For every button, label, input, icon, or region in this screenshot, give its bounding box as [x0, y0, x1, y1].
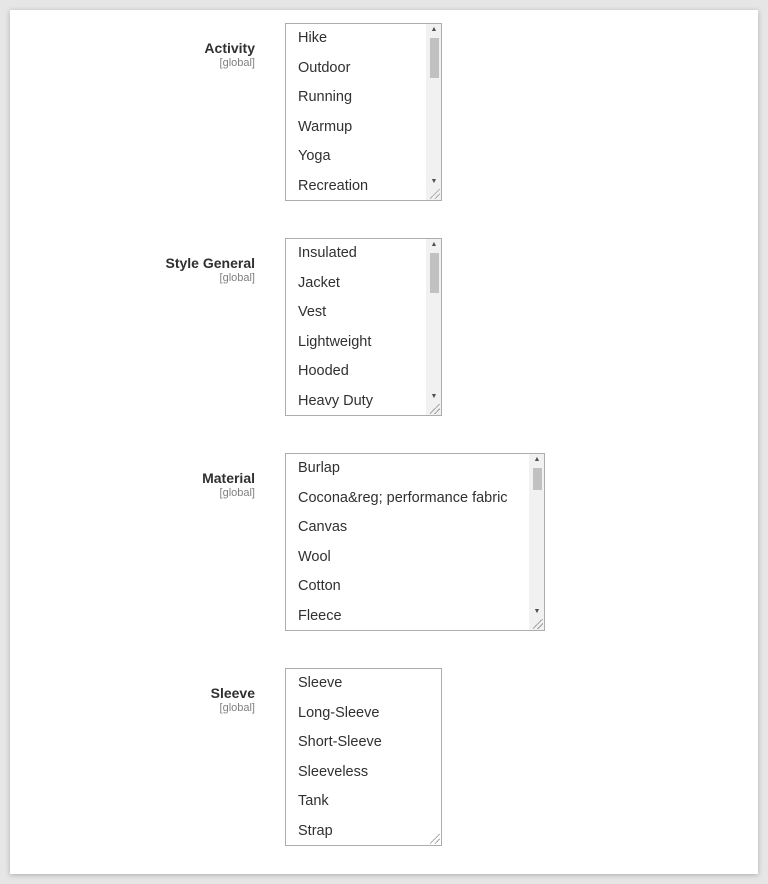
option[interactable]: Wool — [298, 549, 331, 565]
options-list — [286, 239, 425, 415]
option[interactable]: Jacket — [298, 275, 340, 291]
resize-handle-icon[interactable] — [430, 834, 440, 844]
option[interactable]: Running — [298, 89, 353, 105]
option[interactable]: Long-Sleeve — [298, 705, 380, 721]
resize-handle-icon[interactable] — [430, 189, 440, 199]
field-label: Style General — [165, 255, 255, 271]
field-label-group — [10, 255, 255, 285]
option[interactable]: Sleeveless — [298, 764, 369, 780]
options-list — [286, 24, 425, 200]
scope-label: [global] — [219, 57, 255, 69]
scope-label: [global] — [219, 272, 255, 284]
option[interactable]: Hike — [298, 30, 328, 46]
scrollbar-thumb[interactable] — [430, 253, 439, 293]
scrollbar[interactable] — [426, 239, 441, 415]
scroll-up-icon[interactable]: ▲ — [533, 456, 541, 463]
scroll-down-icon[interactable]: ▼ — [533, 608, 541, 615]
scroll-down-icon[interactable]: ▼ — [430, 178, 438, 185]
option[interactable]: Lightweight — [298, 334, 372, 350]
field-label-group — [10, 685, 255, 715]
scrollbar-thumb[interactable] — [533, 468, 542, 490]
style-general-multiselect[interactable] — [285, 238, 442, 416]
option[interactable]: Burlap — [298, 460, 340, 476]
option[interactable]: Canvas — [298, 519, 348, 535]
option[interactable]: Vest — [298, 304, 327, 320]
option[interactable]: Cocona&reg; performance fabric — [298, 490, 508, 506]
field-label: Sleeve — [210, 685, 255, 701]
scroll-up-icon[interactable]: ▲ — [430, 26, 438, 33]
resize-handle-icon[interactable] — [533, 619, 543, 629]
option[interactable]: Fleece — [298, 608, 342, 624]
options-list — [286, 669, 441, 845]
scrollbar[interactable] — [426, 24, 441, 200]
option[interactable]: Sleeve — [298, 675, 343, 691]
option[interactable]: Tank — [298, 793, 329, 809]
option[interactable]: Cotton — [298, 578, 341, 594]
scroll-down-icon[interactable]: ▼ — [430, 393, 438, 400]
option[interactable]: Yoga — [298, 148, 331, 164]
scroll-up-icon[interactable]: ▲ — [430, 241, 438, 248]
scope-label: [global] — [219, 487, 255, 499]
options-list — [286, 454, 528, 630]
field-label: Activity — [204, 40, 255, 56]
option[interactable]: Short-Sleeve — [298, 734, 382, 750]
resize-handle-icon[interactable] — [430, 404, 440, 414]
attributes-panel — [10, 10, 758, 874]
scope-label: [global] — [219, 702, 255, 714]
option[interactable]: Recreation — [298, 178, 369, 194]
material-multiselect[interactable] — [285, 453, 545, 631]
field-label-group — [10, 470, 255, 500]
option[interactable]: Insulated — [298, 245, 357, 261]
field-label: Material — [202, 470, 255, 486]
option[interactable]: Strap — [298, 823, 333, 839]
scrollbar-thumb[interactable] — [430, 38, 439, 78]
field-label-group — [10, 40, 255, 70]
option[interactable]: Heavy Duty — [298, 393, 373, 409]
option[interactable]: Hooded — [298, 363, 349, 379]
activity-multiselect[interactable] — [285, 23, 442, 201]
scrollbar[interactable] — [529, 454, 544, 630]
option[interactable]: Outdoor — [298, 60, 351, 76]
sleeve-multiselect[interactable] — [285, 668, 442, 846]
option[interactable]: Warmup — [298, 119, 353, 135]
